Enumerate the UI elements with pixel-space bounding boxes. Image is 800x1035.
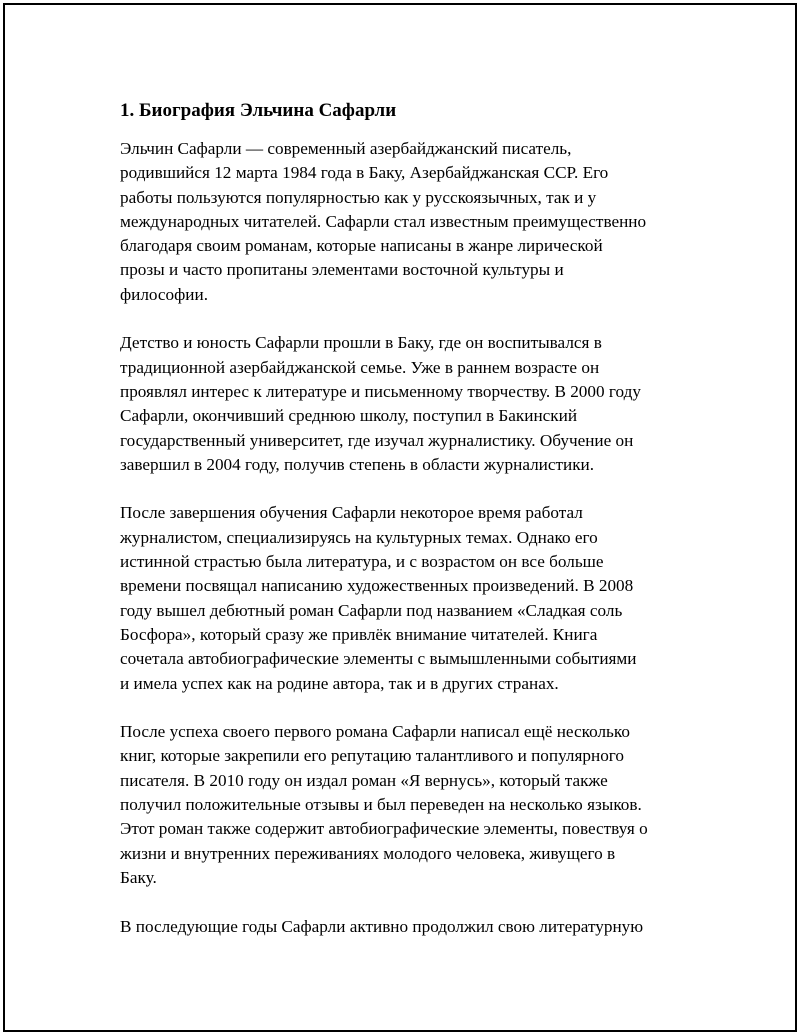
section-heading: 1. Биография Эльчина Сафарли bbox=[120, 100, 397, 121]
document-body bbox=[120, 99, 690, 963]
document-page bbox=[3, 3, 797, 1032]
paragraph-success: После успеха своего первого романа Сафарли написал ещё несколько книг, которые закрепили его репутацию талантливого и популярного писателя. В 2010 году он издал роман «Я вернусь», который также получил положительные отзывы и был переведен на несколько языков. Этот роман также содержит автобиографические элементы, повествуя о жизни и внутренних переживаниях молодого человека, живущего в Баку. bbox=[120, 722, 648, 887]
paragraph-intro: Эльчин Сафарли — современный азербайджанский писатель, родившийся 12 марта 1984 года в Баку, Азербайджанская ССР. Его работы пользуются популярностью как у русскоязычных, так и у международных читателей. Сафарли стал известным преимущественно благодаря своим романам, которые написаны в жанре лирической прозы и часто пропитаны элементами восточной культуры и философии. bbox=[120, 139, 647, 304]
paragraph-childhood: Детство и юность Сафарли прошли в Баку, где он воспитывался в традиционной азербайджанской семье. Уже в раннем возрасте он проявлял интерес к литературе и письменному творчеству. В 2000 году Сафарли, окончивший среднюю школу, поступил в Бакинский государственный университет, где изучал журналистику. Обучение он завершил в 2004 году, получив степень в области журналистики. bbox=[120, 333, 641, 474]
paragraph-career: После завершения обучения Сафарли некоторое время работал журналистом, специализируясь на культурных темах. Однако его истинной страстью была литература, и с возрастом он все больше времени посвящал написанию художественных произведений. В 2008 году вышел дебютный роман Сафарли под названием «Сладкая соль Босфора», который сразу же привлёк внимание читателей. Книга сочетала автобиографические элементы с вымышленными событиями и имела успех как на родине автора, так и в других странах. bbox=[120, 503, 637, 693]
paragraph-later-years: В последующие годы Сафарли активно продолжил свою литературную bbox=[120, 916, 644, 936]
